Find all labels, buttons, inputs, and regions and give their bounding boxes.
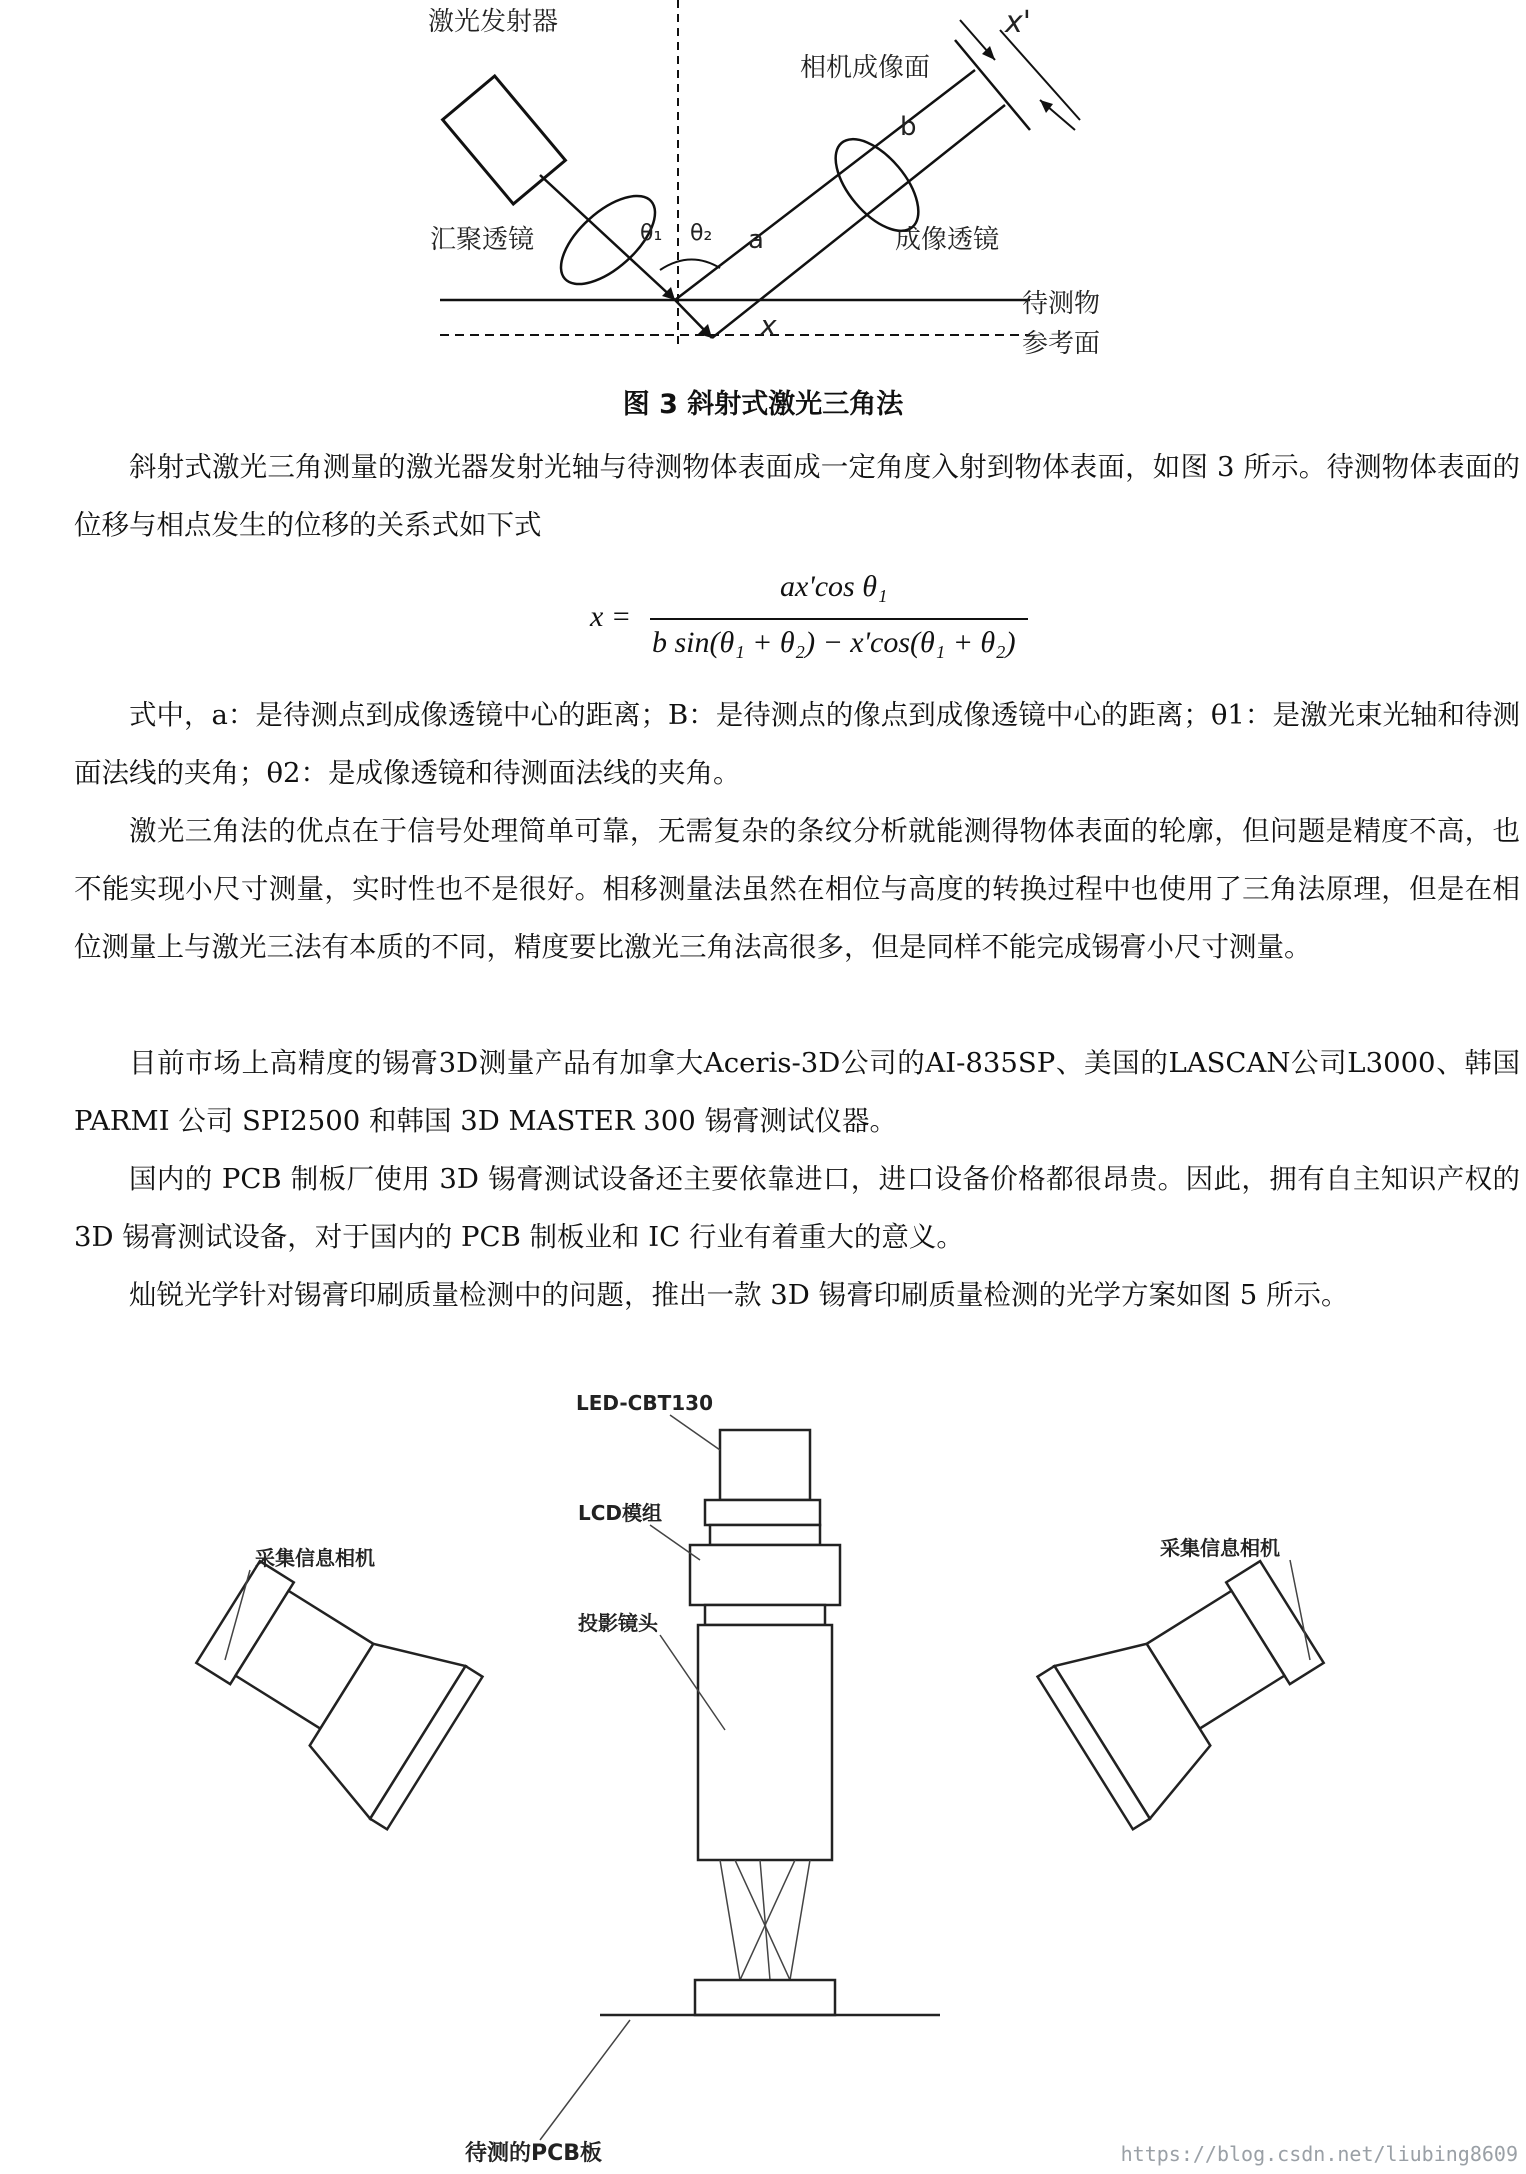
camera-left bbox=[175, 1544, 482, 1829]
camera-right bbox=[1038, 1544, 1345, 1829]
label-projection-lens: 投影镜头 bbox=[578, 1611, 658, 1635]
leader-line bbox=[670, 1415, 720, 1450]
label-focusing-lens: 汇聚透镜 bbox=[430, 225, 535, 255]
label-theta1: θ₁ bbox=[640, 221, 663, 246]
label-laser-emitter: 激光发射器 bbox=[428, 7, 559, 37]
figure-5-diagram bbox=[0, 1370, 1526, 2170]
projection-lens bbox=[698, 1605, 832, 1860]
watermark: https://blog.csdn.net/liubing8609 bbox=[1120, 2142, 1518, 2166]
label-camera-right: 采集信息相机 bbox=[1160, 1536, 1280, 1560]
figure-3-caption: 图 3 斜射式激光三角法 bbox=[622, 389, 904, 420]
label-reference: 参考面 bbox=[1022, 329, 1101, 359]
laser-emitter bbox=[443, 76, 566, 204]
paragraph-5: 国内的 PCB 制板厂使用 3D 锡膏测试设备还主要依靠进口，进口设备价格都很昂贵。因此，拥有自主知识产权的 3D 锡膏测试设备，对于国内的 PCB 制板业和 IC 行业有着重大的意义。 bbox=[74, 1163, 1520, 1253]
label-b: b bbox=[900, 112, 917, 142]
label-a: a bbox=[748, 225, 764, 255]
paragraph-2: 式中，a：是待测点到成像透镜中心的距离；B：是待测点的像点到成像透镜中心的距离；θ1：是激光束光轴和待测面法线的夹角；θ2：是成像透镜和待测面法线的夹角。 bbox=[74, 699, 1520, 789]
reflected-ray-a bbox=[675, 70, 975, 300]
leader-line bbox=[650, 1525, 700, 1560]
formula-numerator: ax'cos θ₁ bbox=[780, 570, 888, 603]
label-camera-plane: 相机成像面 bbox=[800, 53, 931, 83]
paragraph-6: 灿锐光学针对锡膏印刷质量检测中的问题，推出一款 3D 锡膏印刷质量检测的光学方案如图 5 所示。 bbox=[129, 1279, 1349, 1311]
lcd-module bbox=[690, 1525, 840, 1605]
led-unit bbox=[705, 1430, 820, 1525]
arrow-head bbox=[1040, 100, 1053, 113]
label-lcd: LCD模组 bbox=[578, 1501, 663, 1525]
label-led: LED-CBT130 bbox=[576, 1391, 713, 1415]
label-imaging-lens: 成像透镜 bbox=[895, 225, 1000, 255]
label-theta2: θ₂ bbox=[690, 221, 713, 246]
paragraph-4: 目前市场上高精度的锡膏3D测量产品有加拿大Aceris-3D公司的AI-835SP、美国的LASCAN公司L3000、韩国 PARMI 公司 SPI2500 和韩国 3D MASTER 300 锡膏测试仪器。 bbox=[74, 1047, 1520, 1137]
figure-3-diagram bbox=[0, 0, 1526, 380]
paragraph-3: 激光三角法的优点在于信号处理简单可靠，无需复杂的条纹分析就能测得物体表面的轮廓，但问题是精度不高，也不能实现小尺寸测量，实时性也不是很好。相移测量法虽然在相位与高度的转换过程中也使用了三角法原理，但是在相位测量上与激光三法有本质的不同，精度要比激光三角法高很多，但是同样不能完成锡膏小尺寸测量。 bbox=[74, 815, 1520, 963]
formula-denominator: b sin(θ₁ + θ₂) − x'cos(θ₁ + θ₂) bbox=[652, 626, 1016, 659]
projection-rays bbox=[720, 1860, 810, 1980]
leader-line bbox=[540, 2020, 630, 2140]
formula-lhs: x = bbox=[590, 600, 632, 633]
paragraph-1: 斜射式激光三角测量的激光器发射光轴与待测物体表面成一定角度入射到物体表面，如图 3 所示。待测物体表面的位移与相点发生的位移的关系式如下式 bbox=[74, 451, 1520, 541]
label-x-prime: x' bbox=[1005, 5, 1032, 40]
label-camera-left: 采集信息相机 bbox=[255, 1546, 375, 1570]
pcb-board bbox=[695, 1980, 835, 2015]
label-x: x bbox=[760, 309, 777, 342]
formula bbox=[590, 570, 1050, 680]
label-object: 待测物 bbox=[1022, 289, 1101, 319]
label-pcb: 待测的PCB板 bbox=[465, 2141, 603, 2166]
angle-arc bbox=[660, 259, 720, 270]
fraction-bar bbox=[650, 618, 1028, 620]
